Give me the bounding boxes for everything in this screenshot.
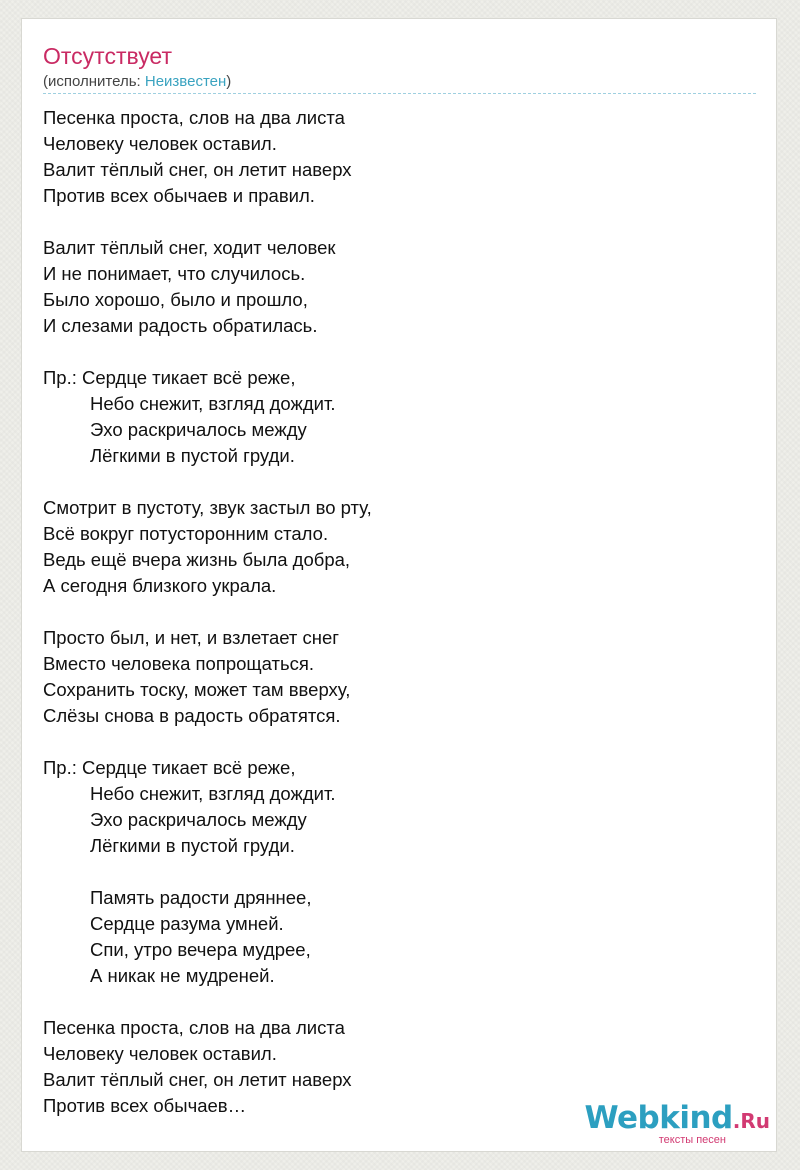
lyric-line: Просто был, и нет, и взлетает снег: [43, 627, 340, 648]
stanza: [43, 625, 758, 729]
lyric-line: Валит тёплый снег, ходит человек: [43, 237, 336, 258]
lyric-line: Всё вокруг потусторонним стало.: [43, 523, 329, 544]
artist-suffix: ): [226, 73, 232, 90]
song-title: Отсутствует: [43, 43, 172, 69]
lyric-line: Сердце разума умней.: [90, 913, 284, 934]
lyric-line: Лёгкими в пустой груди.: [90, 835, 295, 856]
lyric-line: Сохранить тоску, может там вверху,: [43, 679, 351, 700]
lyric-line: Песенка проста, слов на два листа: [43, 1017, 345, 1038]
logo-word: Webkind: [584, 1100, 733, 1136]
lyric-line: А сегодня близкого украла.: [43, 575, 277, 596]
lyric-line: Эхо раскричалось между: [90, 419, 307, 440]
artist-prefix: (исполнитель:: [43, 73, 145, 90]
lyric-line: Небо снежит, взгляд дождит.: [90, 783, 336, 804]
artist-link[interactable]: Неизвестен: [144, 73, 227, 90]
lyric-line: И не понимает, что случилось.: [43, 263, 306, 284]
lyric-line: Эхо раскричалось между: [90, 809, 307, 830]
lyric-line: А никак не мудреней.: [90, 965, 275, 986]
lyric-line: Слёзы снова в радость обратятся.: [43, 705, 341, 726]
lyric-line: Лёгкими в пустой груди.: [90, 445, 295, 466]
lyric-line: Вместо человека попрощаться.: [43, 653, 315, 674]
logo-tagline: тексты песен: [658, 1134, 726, 1146]
lyric-line: Валит тёплый снег, он летит наверх: [43, 159, 352, 180]
lyrics-text: [43, 105, 758, 1119]
stanza: [43, 105, 758, 209]
lyrics-card: [21, 18, 777, 1152]
lyric-line: Ведь ещё вчера жизнь была добра,: [43, 549, 351, 570]
lyric-line: Человеку человек оставил.: [43, 1043, 277, 1064]
lyric-line: Небо снежит, взгляд дождит.: [90, 393, 336, 414]
lyric-line: Против всех обычаев…: [43, 1095, 247, 1116]
lyric-line: Память радости дряннее,: [90, 887, 312, 908]
logo-tld: .Ru: [732, 1109, 770, 1133]
lyric-line: Было хорошо, было и прошло,: [43, 289, 308, 310]
lyric-line: Валит тёплый снег, он летит наверх: [43, 1069, 352, 1090]
lyric-line: Песенка проста, слов на два листа: [43, 107, 345, 128]
lyric-line: Смотрит в пустоту, звук застыл во рту,: [43, 497, 372, 518]
stanza: [43, 235, 758, 339]
lyric-line: Против всех обычаев и правил.: [43, 185, 315, 206]
title-divider: [43, 93, 756, 94]
stanza: [43, 755, 758, 859]
lyric-line: Пр.: Сердце тикает всё реже,: [43, 367, 296, 388]
lyric-line: Человеку человек оставил.: [43, 133, 277, 154]
lyric-line: И слезами радость обратилась.: [43, 315, 318, 336]
lyric-line: Пр.: Сердце тикает всё реже,: [43, 757, 296, 778]
lyric-line: Спи, утро вечера мудрее,: [90, 939, 311, 960]
stanza: [43, 495, 758, 599]
stanza: [43, 365, 758, 469]
artist-line: [43, 72, 231, 92]
stanza: [43, 885, 758, 989]
site-logo[interactable]: [580, 1101, 770, 1149]
